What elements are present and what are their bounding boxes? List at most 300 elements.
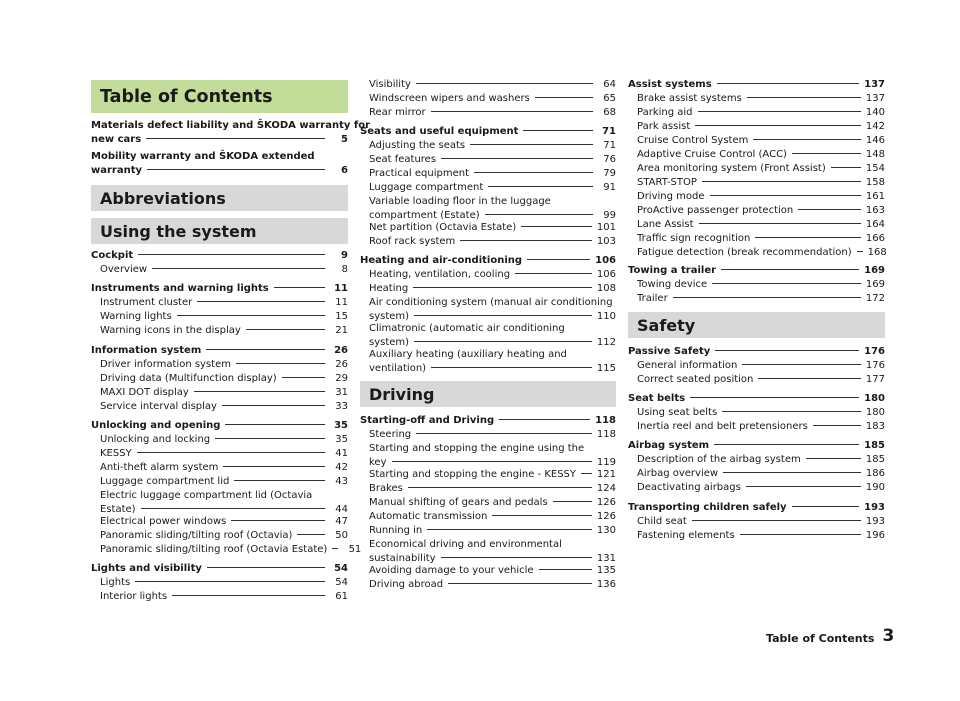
section-banner: Safety [628,312,885,338]
leader-line [721,269,859,270]
toc-subentry[interactable] [628,467,885,481]
toc-subentry[interactable] [91,310,348,324]
leader-line [485,214,593,215]
toc-entry-title: Brake assist systems [637,93,742,104]
toc-entry-title: Passive Safety [628,346,711,357]
toc-section-entry[interactable] [628,264,885,278]
toc-entry-title: Seats and useful equipment [360,126,519,137]
toc-entry-title: Starting and stopping the engine - KESSY [369,469,576,480]
toc-entry-title: Fastening elements [637,530,735,541]
toc-entry-title: Description of the airbag system [637,454,801,465]
leader-line [441,158,593,159]
toc-entry-title: Inertia reel and belt pretensioners [637,421,808,432]
toc-entry-title: MAXI DOT display [100,387,189,398]
toc-entry-title: warranty [91,165,143,176]
toc-entry-title: Airbag system [628,440,710,451]
toc-subentry[interactable] [360,468,616,482]
toc-entry-title: Running in [369,525,423,536]
toc-entry-title: ProActive passenger protection [637,205,794,216]
toc-entry-title: Materials defect liability and ŠKODA warranty for [91,120,370,131]
toc-subentry[interactable] [360,578,616,592]
leader-line [798,209,861,210]
toc-page-number: 110 [596,311,616,322]
toc-entry-title: Automatic transmission [369,511,488,522]
toc-subentry[interactable] [360,496,616,510]
toc-entry-title: key [369,457,387,468]
toc-page-number: 112 [596,337,616,348]
toc-subentry[interactable] [628,515,885,529]
toc-entry-title: Parking aid [637,107,693,118]
toc-entry-title: Estate) [100,504,136,515]
toc-subentry[interactable] [628,218,885,232]
leader-line [758,378,861,379]
leader-line [297,534,325,535]
toc-entry-title: Climatronic (automatic air conditioning [369,323,565,334]
toc-entry-title: Assist systems [628,79,712,90]
toc-subentry[interactable] [360,482,616,496]
toc-subentry[interactable] [360,348,616,376]
toc-subentry[interactable] [360,510,616,524]
toc-page-number: 177 [865,374,885,385]
toc-section-entry[interactable] [360,254,616,268]
toc-entry-title: Interior lights [100,591,168,602]
leader-line [152,268,325,269]
toc-page-number: 35 [334,420,348,431]
toc-page-number: 5 [341,134,348,145]
leader-line [231,520,325,521]
leader-line [717,83,859,84]
toc-entry-title: Driving abroad [369,579,444,590]
toc-subentry[interactable] [91,296,348,310]
toc-subentry[interactable] [628,190,885,204]
toc-subentry[interactable] [360,153,616,167]
toc-entry-title: Electric luggage compartment lid (Octavia [100,490,313,501]
toc-page-number: 71 [603,140,616,151]
toc-section-entry[interactable] [91,344,348,358]
toc-subentry[interactable] [360,442,616,470]
leader-line [448,583,592,584]
toc-page-number: 15 [335,311,348,322]
toc-subentry[interactable] [628,148,885,162]
toc-section-entry[interactable] [91,562,348,576]
toc-section-entry[interactable] [91,150,348,178]
toc-entry-title: Unlocking and opening [91,420,221,431]
toc-page-number: 146 [865,135,885,146]
page-number: 3 [882,626,895,646]
toc-subentry[interactable] [628,481,885,495]
page-footer [766,628,894,645]
toc-subentry[interactable] [360,428,616,442]
leader-line [722,411,861,412]
toc-section-entry[interactable] [91,282,348,296]
leader-line [234,480,325,481]
toc-entry-title: Service interval display [100,401,217,412]
toc-subentry[interactable] [91,489,348,517]
toc-entry-title: Heating, ventilation, cooling [369,269,511,280]
leader-line [138,254,325,255]
toc-subentry[interactable] [360,92,616,106]
toc-entry-title: Starting and stopping the engine using the [369,443,585,454]
toc-entry-title: Seat belts [628,393,686,404]
toc-section-entry[interactable] [628,439,885,453]
toc-entry-title: Deactivating airbags [637,482,741,493]
toc-subentry[interactable] [91,400,348,414]
toc-subentry[interactable] [91,358,348,372]
toc-subentry[interactable] [628,292,885,306]
toc-subentry[interactable] [628,106,885,120]
leader-line [246,329,325,330]
leader-line [521,226,592,227]
leader-line [740,534,861,535]
toc-subentry[interactable] [91,543,362,557]
toc-subentry[interactable] [91,386,348,400]
toc-section-entry[interactable] [91,419,348,433]
toc-page-number: 99 [603,210,616,221]
leader-line [690,397,859,398]
toc-section-entry[interactable] [360,125,616,139]
toc-entry-title: Roof rack system [369,236,456,247]
toc-subentry[interactable] [360,282,616,296]
leader-line [137,452,325,453]
leader-line [499,419,590,420]
toc-entry-title: Starting-off and Driving [360,415,495,426]
leader-line [488,186,593,187]
toc-page-number: 106 [596,269,616,280]
toc-entry-title: Information system [91,345,202,356]
toc-entry-title: Panoramic sliding/tilting roof (Octavia) [100,530,293,541]
toc-page-number: 168 [867,247,887,258]
toc-subentry[interactable] [628,204,885,218]
leader-line [831,167,861,168]
toc-subentry[interactable] [91,324,348,338]
toc-page-number: 76 [603,154,616,165]
toc-page-number: 101 [596,222,616,233]
toc-entry-title: General information [637,360,738,371]
toc-page-number: 136 [596,579,616,590]
toc-entry-title: Avoiding damage to your vehicle [369,565,534,576]
toc-page-number: 142 [865,121,885,132]
toc-subentry[interactable] [91,433,348,447]
toc-entry-title: Lights and visibility [91,563,202,574]
toc-entry-title: Unlocking and locking [100,434,211,445]
toc-subentry[interactable] [91,515,348,529]
toc-entry-title: Using seat belts [637,407,718,418]
toc-page-number: 131 [596,553,616,564]
toc-subentry[interactable] [628,176,885,190]
toc-subentry[interactable] [360,139,616,153]
toc-entry-title: Variable loading floor in the luggage [369,196,551,207]
toc-page-number: 193 [865,516,885,527]
leader-line [515,273,592,274]
toc-page-number: 193 [864,502,885,513]
leader-line [332,548,338,549]
leader-line [413,287,592,288]
toc-entry-title: Air conditioning system (manual air conditioning [369,297,613,308]
leader-line [431,111,593,112]
toc-page-number: 118 [596,429,616,440]
leader-line [441,557,592,558]
toc-entry-title: Overview [100,264,148,275]
toc-page-number: 185 [865,454,885,465]
leader-line [222,405,325,406]
toc-page-number: 172 [865,293,885,304]
leader-line [474,172,593,173]
toc-subentry[interactable] [628,359,885,373]
toc-page-number: 61 [335,591,348,602]
toc-page-number: 31 [335,387,348,398]
toc-entry-title: Driving data (Multifunction display) [100,373,277,384]
toc-entry-title: Trailer [637,293,668,304]
toc-page-number: 118 [595,415,616,426]
toc-page-number: 137 [864,79,885,90]
toc-page-number: 166 [865,233,885,244]
toc-entry-title: Adaptive Cruise Control (ACC) [637,149,787,160]
leader-line [753,139,861,140]
toc-subentry[interactable] [360,538,616,566]
toc-entry-title: Driving mode [637,191,705,202]
toc-subentry[interactable] [360,78,616,92]
toc-entry-title: Park assist [637,121,691,132]
leader-line [714,444,859,445]
leader-line [416,433,592,434]
leader-line [792,153,861,154]
toc-page-number: 161 [865,191,885,202]
toc-entry-title: compartment (Estate) [369,210,480,221]
toc-entry-title: Warning lights [100,311,172,322]
leader-line [710,195,861,196]
leader-line [553,501,592,502]
toc-page-number: 47 [335,516,348,527]
toc-entry-title: START-STOP [637,177,697,188]
toc-subentry[interactable] [628,529,885,543]
leader-line [207,567,325,568]
toc-subentry[interactable] [628,278,885,292]
toc-entry-title: Fatigue detection (break recommendation) [637,247,852,258]
leader-line [223,466,325,467]
leader-line [581,473,592,474]
toc-entry-title: KESSY [100,448,132,459]
leader-line [194,391,325,392]
toc-entry-title: Anti-theft alarm system [100,462,219,473]
toc-page-number: 44 [335,504,348,515]
leader-line [206,349,325,350]
toc-subentry[interactable] [628,162,885,176]
leader-line [673,297,861,298]
toc-entry-title: Area monitoring system (Front Assist) [637,163,826,174]
leader-line [539,569,592,570]
toc-subentry[interactable] [628,120,885,134]
toc-page-number: 186 [865,468,885,479]
toc-subentry[interactable] [628,373,885,387]
toc-subentry[interactable] [91,263,348,277]
toc-entry-title: Towing device [637,279,708,290]
toc-subentry[interactable] [628,232,885,246]
toc-page-number: 180 [864,393,885,404]
toc-section-entry[interactable] [628,345,885,359]
toc-entry-title: sustainability [369,553,436,564]
toc-entry-title: Adjusting the seats [369,140,466,151]
leader-line [747,97,861,98]
toc-page-number: 35 [335,434,348,445]
toc-page-number: 64 [603,79,616,90]
toc-page-number: 106 [595,255,616,266]
leader-line [702,181,861,182]
toc-page-number: 50 [335,530,348,541]
toc-entry-title: Warning icons in the display [100,325,241,336]
leader-line [282,377,325,378]
toc-subentry[interactable] [628,406,885,420]
toc-subentry[interactable] [360,195,616,223]
toc-entry-title: Lights [100,577,131,588]
toc-page-number: 26 [335,359,348,370]
toc-entry-title: Net partition (Octavia Estate) [369,222,517,233]
leader-line [742,364,861,365]
leader-line [274,287,325,288]
toc-page-number: 148 [865,149,885,160]
leader-line [746,486,861,487]
toc-section-entry[interactable] [628,78,885,92]
leader-line [141,508,325,509]
leader-line [755,237,861,238]
toc-subentry[interactable] [360,564,616,578]
toc-page-number: 163 [865,205,885,216]
toc-section-entry[interactable] [91,249,348,263]
toc-page-number: 26 [334,345,348,356]
toc-subentry[interactable] [360,524,616,538]
toc-page-number: 158 [865,177,885,188]
toc-page-number: 9 [341,250,348,261]
leader-line [699,223,861,224]
toc-page-number: 176 [864,346,885,357]
leader-line [416,83,593,84]
toc-subentry[interactable] [628,246,885,260]
toc-entry-title: Seat features [369,154,437,165]
toc-entry-title: Visibility [369,79,411,90]
toc-subentry[interactable] [628,92,885,106]
toc-entry-title: Auxiliary heating (auxiliary heating and [369,349,567,360]
toc-section-entry[interactable] [91,119,370,147]
leader-line [225,424,325,425]
toc-page-number: 91 [603,182,616,193]
leader-line [236,363,325,364]
toc-page-number: 79 [603,168,616,179]
toc-entry-title: Transporting children safely [628,502,787,513]
toc-entry-title: Rear mirror [369,107,426,118]
toc-page-number: 121 [596,469,616,480]
toc-subentry[interactable] [360,296,616,324]
toc-entry-title: Brakes [369,483,403,494]
toc-entry-title: Instruments and warning lights [91,283,269,294]
toc-page-number: 135 [596,565,616,576]
leader-line [470,144,593,145]
toc-page-number: 11 [334,283,348,294]
toc-entry-title: Electrical power windows [100,516,227,527]
leader-line [146,138,325,139]
section-banner: Using the system [91,218,348,244]
toc-subentry[interactable] [628,453,885,467]
leader-line [857,251,863,252]
toc-entry-title: Practical equipment [369,168,469,179]
toc-entry-title: Windscreen wipers and washers [369,93,530,104]
toc-entry-title: Cockpit [91,250,134,261]
toc-page-number: 115 [596,363,616,374]
toc-page-number: 33 [335,401,348,412]
toc-entry-title: Cruise Control System [637,135,749,146]
toc-entry-title: Steering [369,429,412,440]
toc-page-number: 71 [602,126,616,137]
toc-page-number: 103 [596,236,616,247]
toc-page-number: 54 [334,563,348,574]
toc-subentry[interactable] [360,167,616,181]
toc-subentry[interactable] [360,268,616,282]
leader-line [431,367,592,368]
toc-subentry[interactable] [91,529,348,543]
toc-entry-title: Towing a trailer [628,265,717,276]
leader-line [712,283,861,284]
section-banner: Table of Contents [91,80,348,113]
toc-subentry[interactable] [360,235,616,249]
leader-line [427,529,592,530]
section-banner: Abbreviations [91,185,348,211]
leader-line [492,515,592,516]
toc-page-number: 51 [348,544,362,555]
toc-subentry[interactable] [360,181,616,195]
toc-subentry[interactable] [628,420,885,434]
toc-subentry[interactable] [360,221,616,235]
toc-subentry[interactable] [360,106,616,120]
leader-line [523,130,593,131]
leader-line [414,341,592,342]
toc-subentry[interactable] [91,576,348,590]
toc-section-entry[interactable] [628,501,885,515]
toc-entry-title: Child seat [637,516,687,527]
toc-entry-title: Driver information system [100,359,231,370]
toc-page-number: 43 [335,476,348,487]
toc-page-number: 154 [865,163,885,174]
toc-subentry[interactable] [91,372,348,386]
toc-page-number: 108 [596,283,616,294]
toc-page-number: 130 [596,525,616,536]
toc-subentry[interactable] [91,447,348,461]
toc-entry-title: Lane Assist [637,219,694,230]
toc-page-number: 169 [864,265,885,276]
leader-line [723,472,861,473]
toc-page-number: 183 [865,421,885,432]
toc-page-number: 54 [335,577,348,588]
leader-line [806,458,861,459]
toc-page-number: 190 [865,482,885,493]
leader-line [172,595,325,596]
toc-entry-title: ventilation) [369,363,427,374]
toc-page-number: 180 [865,407,885,418]
toc-subentry[interactable] [360,322,616,350]
toc-page-number: 185 [864,440,885,451]
toc-entry-title: Heating [369,283,409,294]
footer-label: Table of Contents [766,632,875,645]
toc-section-entry[interactable] [628,392,885,406]
leader-line [135,581,325,582]
leader-line [414,315,592,316]
leader-line [460,240,592,241]
toc-entry-title: Heating and air-conditioning [360,255,523,266]
toc-page-number: 169 [865,279,885,290]
toc-subentry[interactable] [91,590,348,604]
toc-subentry[interactable] [91,461,348,475]
toc-subentry[interactable] [91,475,348,489]
toc-section-entry[interactable] [360,414,616,428]
toc-subentry[interactable] [628,134,885,148]
toc-entry-title: Manual shifting of gears and pedals [369,497,548,508]
